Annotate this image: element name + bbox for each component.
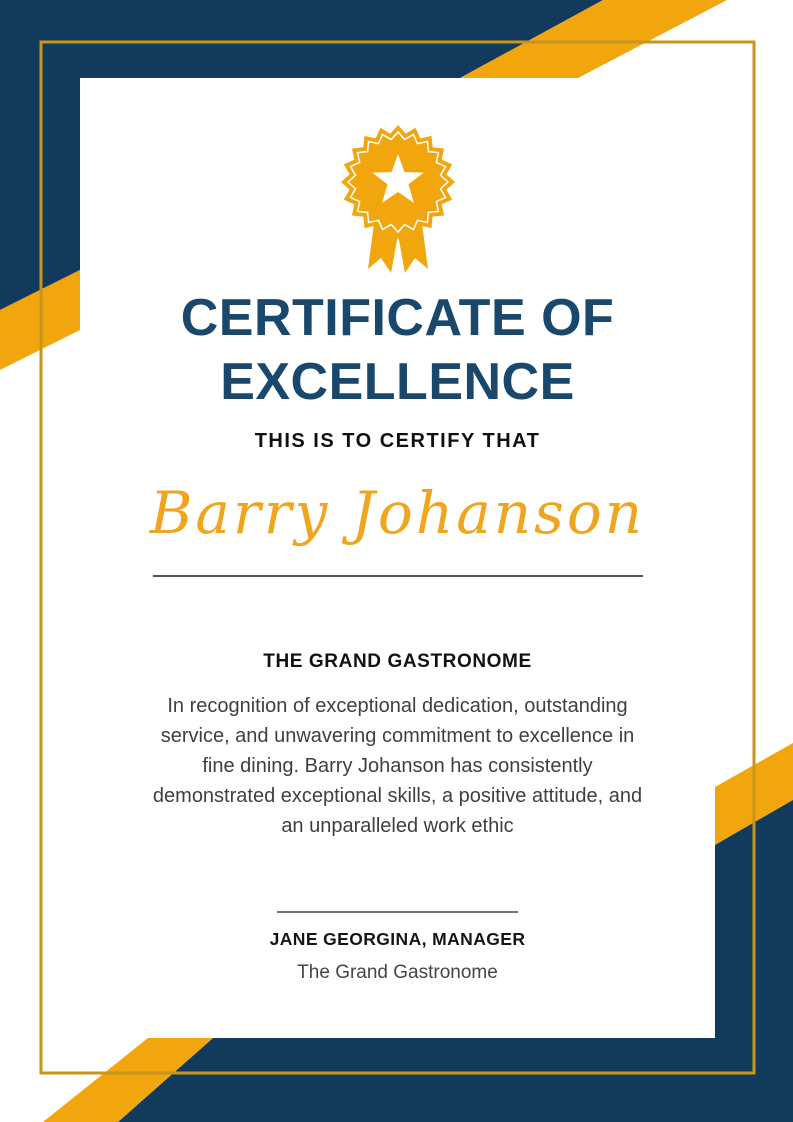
recipient-name: Barry Johanson [149,479,646,547]
signature-line [277,911,518,913]
recognition-paragraph: In recognition of exceptional dedication, outstanding service, and unwavering commitment to excellence in fine dining. Barry Johanson has consistently demonstrated exceptional skills, a positive attitude, and an unparalleled work ethic [152,695,643,837]
certificate-title-line2: EXCELLENCE [220,353,575,411]
certificate-title-line1: CERTIFICATE OF [180,289,615,347]
organization-heading: THE GRAND GASTRONOME [263,651,532,672]
signatory-name: JANE GEORGINA, MANAGER [269,929,526,949]
award-badge-icon [338,122,458,274]
signatory-organization: The Grand Gastronome [297,962,498,983]
certificate-title [181,286,615,414]
certificate-panel [80,78,715,1038]
recipient-underline [153,575,643,577]
certify-label: THIS IS TO CERTIFY THAT [254,430,541,452]
